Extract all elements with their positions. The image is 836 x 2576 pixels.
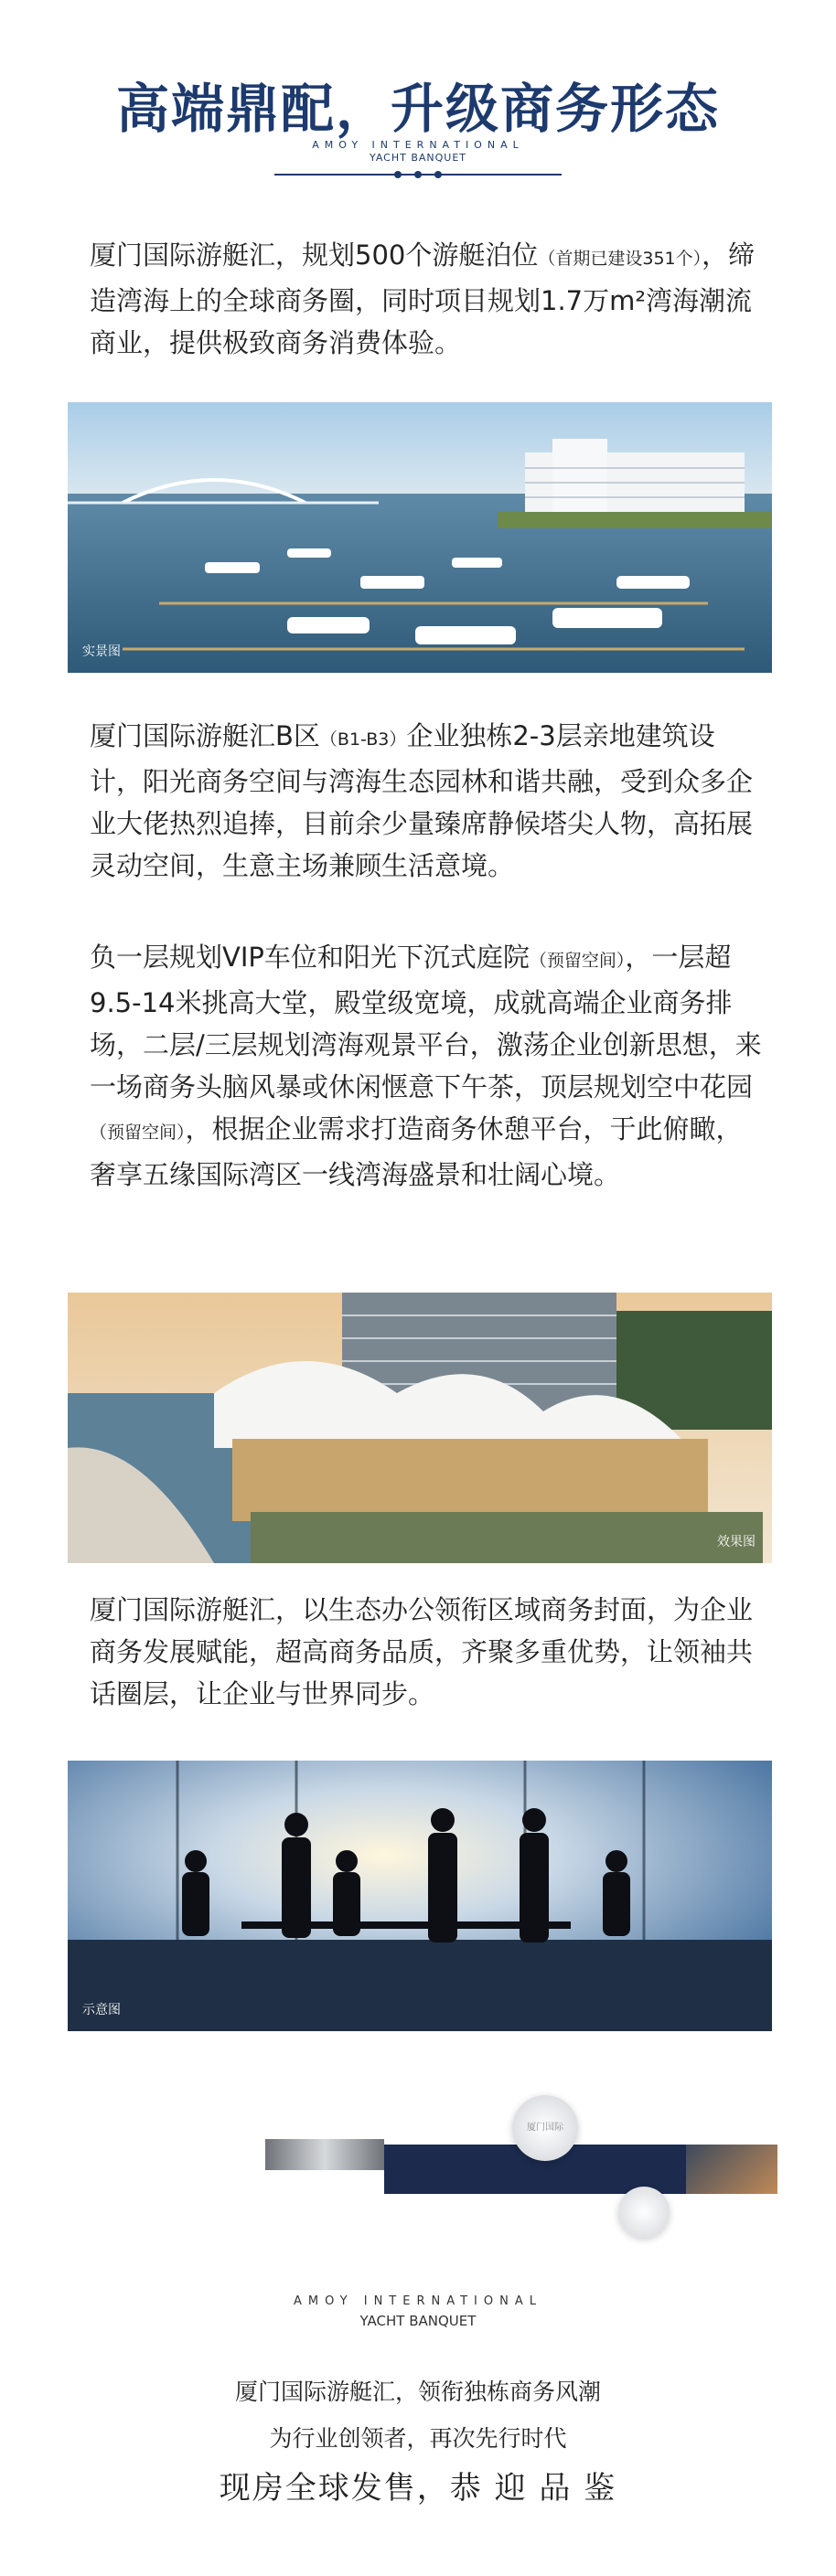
- orb-label: 厦门国际: [527, 2123, 563, 2133]
- footer-line-1: 厦门国际游艇汇，领衔独栋商务风潮: [234, 2379, 601, 2405]
- photo-caption: 示意图: [82, 2003, 121, 2017]
- page-title: 高端鼎配，升级商务形态: [115, 78, 720, 140]
- decorative-strip: [686, 2145, 777, 2194]
- marina-illustration: [68, 402, 772, 673]
- meeting-silhouette-illustration: [68, 1761, 772, 2031]
- intro-paragraph: 厦门国际游艇汇，规划500个游艇泊位（首期已建设351个），缔造湾海上的全球商务圈，同时项目规划1.7万m²湾海潮流商业，提供极致商务消费体验。: [90, 240, 756, 358]
- brand-line-2: YACHT BANQUET: [369, 152, 467, 164]
- photo-caption: 效果图: [717, 1535, 756, 1549]
- brand-line-1: AMOY INTERNATIONAL: [312, 139, 524, 151]
- photo-caption: 实景图: [82, 644, 121, 659]
- business-meeting-photo: [68, 1761, 772, 2031]
- footer-brand-line-1: AMOY INTERNATIONAL: [294, 2294, 542, 2308]
- floors-paragraph: 负一层规划VIP车位和阳光下沉式庭院（预留空间），一层超9.5-14米挑高大堂，殿堂级宽境，成就高端企业商务排场，二层/三层规划湾海观景平台，激荡企业创新思想，来一场商务头脑风暴或休闲惬意下午茶，顶层规划空中花园（预留空间），根据企业需求打造商务休憩平台，于此俯瞰，奢享五缘国际湾区一线湾海盛景和壮阔心境。: [90, 942, 762, 1190]
- marina-photo: [68, 402, 772, 673]
- section-b-paragraph: 厦门国际游艇汇B区（B1-B3）企业独栋2-3层亲地建筑设计，阳光商务空间与湾海生态园林和谐共融，受到众多企业大佬热烈追捧，目前余少量臻席静候塔尖人物，高拓展灵动空间，生意主场兼顾生活意境。: [90, 720, 754, 881]
- divider-dot: [434, 171, 442, 178]
- building-rendering-illustration: [68, 1293, 772, 1563]
- footer-line-3: 现房全球发售，恭 迎 品 鉴: [219, 2470, 617, 2507]
- eco-paragraph: 厦门国际游艇汇，以生态办公领衔区域商务封面，为企业商务发展赋能，超高商务品质，齐聚多重优势，让领袖共话圈层，让企业与世界同步。: [90, 1594, 754, 1709]
- rendering-photo: [68, 1293, 772, 1563]
- divider-dot: [394, 171, 402, 178]
- decorative-orb: [618, 2187, 670, 2238]
- divider-dot: [414, 171, 422, 178]
- footer-line-2: 为行业创领者，再次先行时代: [269, 2425, 567, 2452]
- decorative-strip: [265, 2139, 384, 2170]
- footer-brand-line-2: YACHT BANQUET: [359, 2313, 477, 2329]
